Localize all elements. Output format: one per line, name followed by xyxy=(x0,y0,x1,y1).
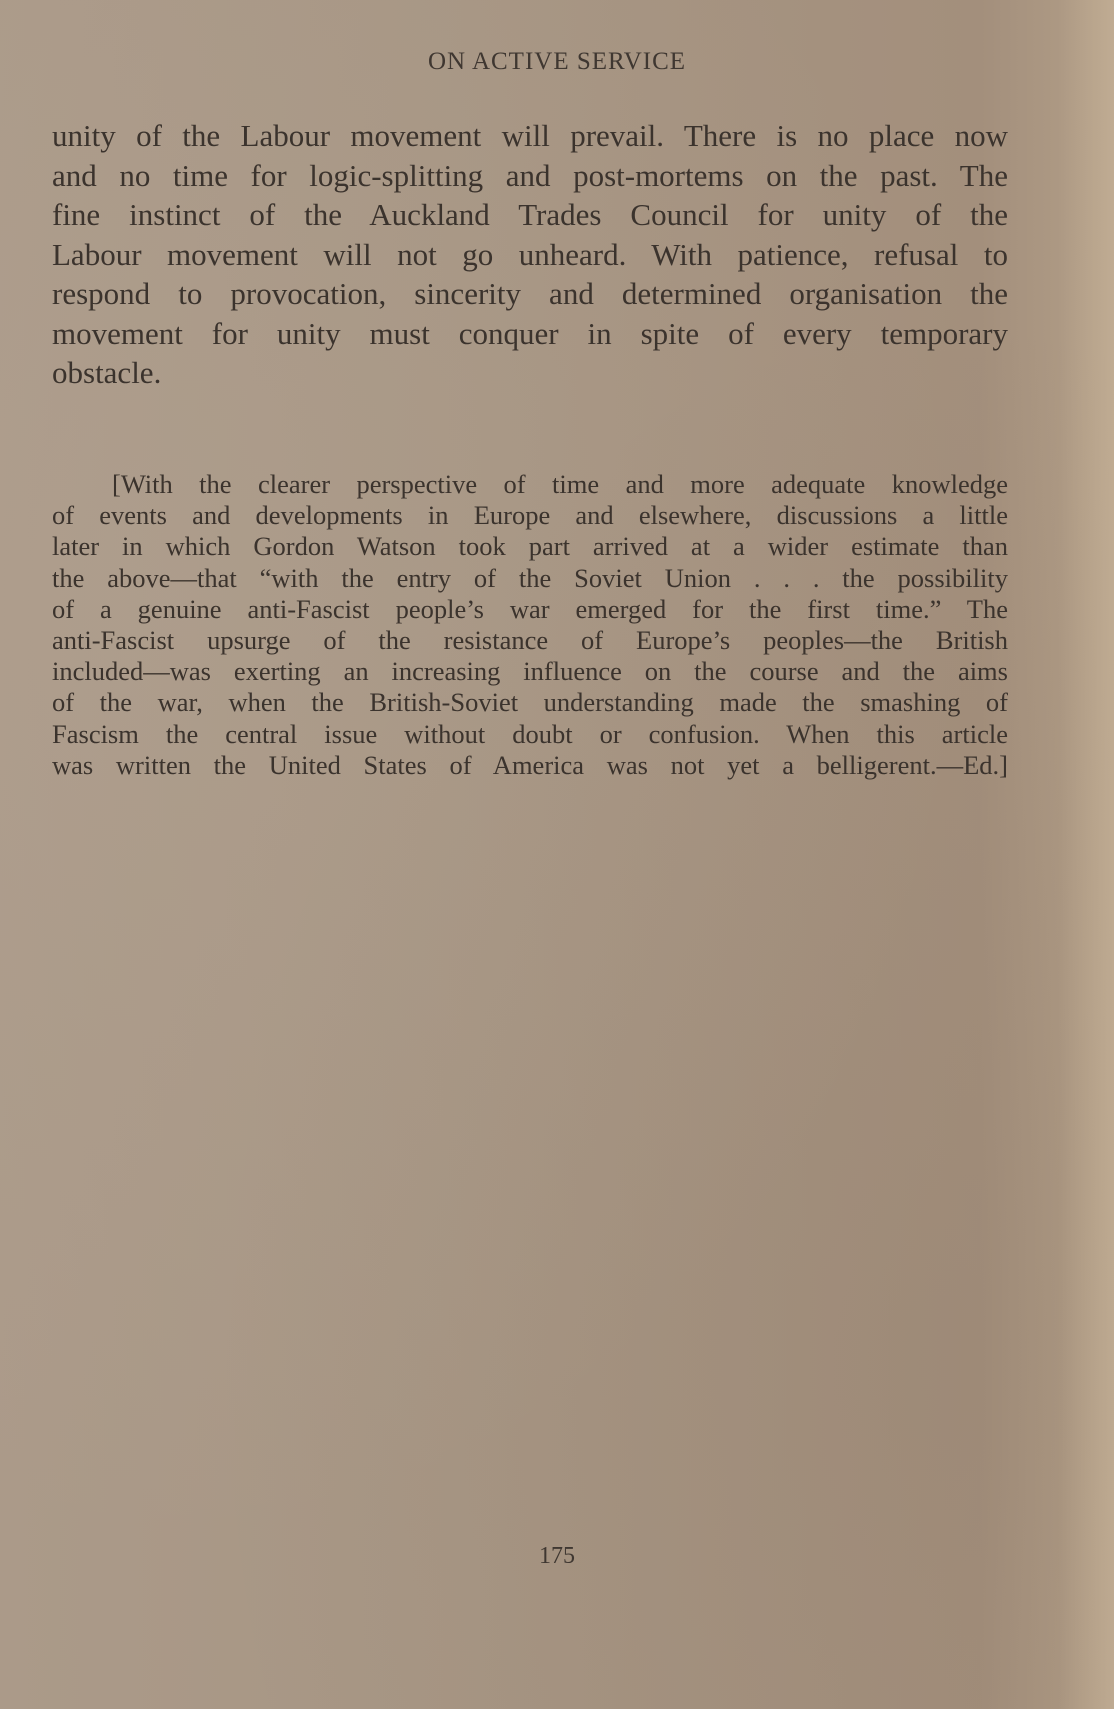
body-line: obstacle. xyxy=(52,355,162,390)
page-number: 175 xyxy=(539,1543,575,1569)
note-line: anti-Fascist upsurge of the resistance of Europe’s peoples—the British xyxy=(52,625,1008,656)
note-line: Fascism the central issue without doubt or confusion. When this article xyxy=(52,718,1008,749)
note-line: of events and developments in Europe and elsewhere, discussions a little xyxy=(52,500,1008,531)
body-line: unity of the Labour movement will prevail. There is no place now xyxy=(52,118,1008,153)
note-line: [With the clearer perspective of time and more adequate knowledge xyxy=(112,469,1008,499)
body-line: fine instinct of the Auckland Trades Council for unity of the xyxy=(52,197,1008,232)
note-line: was written the United States of America was not yet a belligerent.—Ed.] xyxy=(52,749,1008,780)
note-line: of a genuine anti-Fascist people’s war emerged for the first time.” The xyxy=(52,593,1008,624)
running-head: ON ACTIVE SERVICE xyxy=(427,48,687,75)
note-line: included—was exerting an increasing influence on the course and the aims xyxy=(52,656,1008,687)
body-line: movement for unity must conquer in spite of every temporary xyxy=(52,315,1008,351)
note-line: of the war, when the British-Soviet understanding made the smashing of xyxy=(52,687,1008,718)
body-paragraph xyxy=(52,116,1008,393)
body-line: Labour movement will not go unheard. With patience, refusal to xyxy=(52,236,1008,272)
page-edge-shading xyxy=(1059,0,1114,1709)
editor-note xyxy=(52,469,1008,781)
body-line: respond to provocation, sincerity and determined organisation the xyxy=(52,276,1008,311)
note-line: the above—that “with the entry of the Soviet Union . . . the possibility xyxy=(52,562,1008,593)
body-line: and no time for logic-splitting and post-mortems on the past. The xyxy=(52,157,1008,193)
note-line: later in which Gordon Watson took part arrived at a wider estimate than xyxy=(52,531,1008,562)
